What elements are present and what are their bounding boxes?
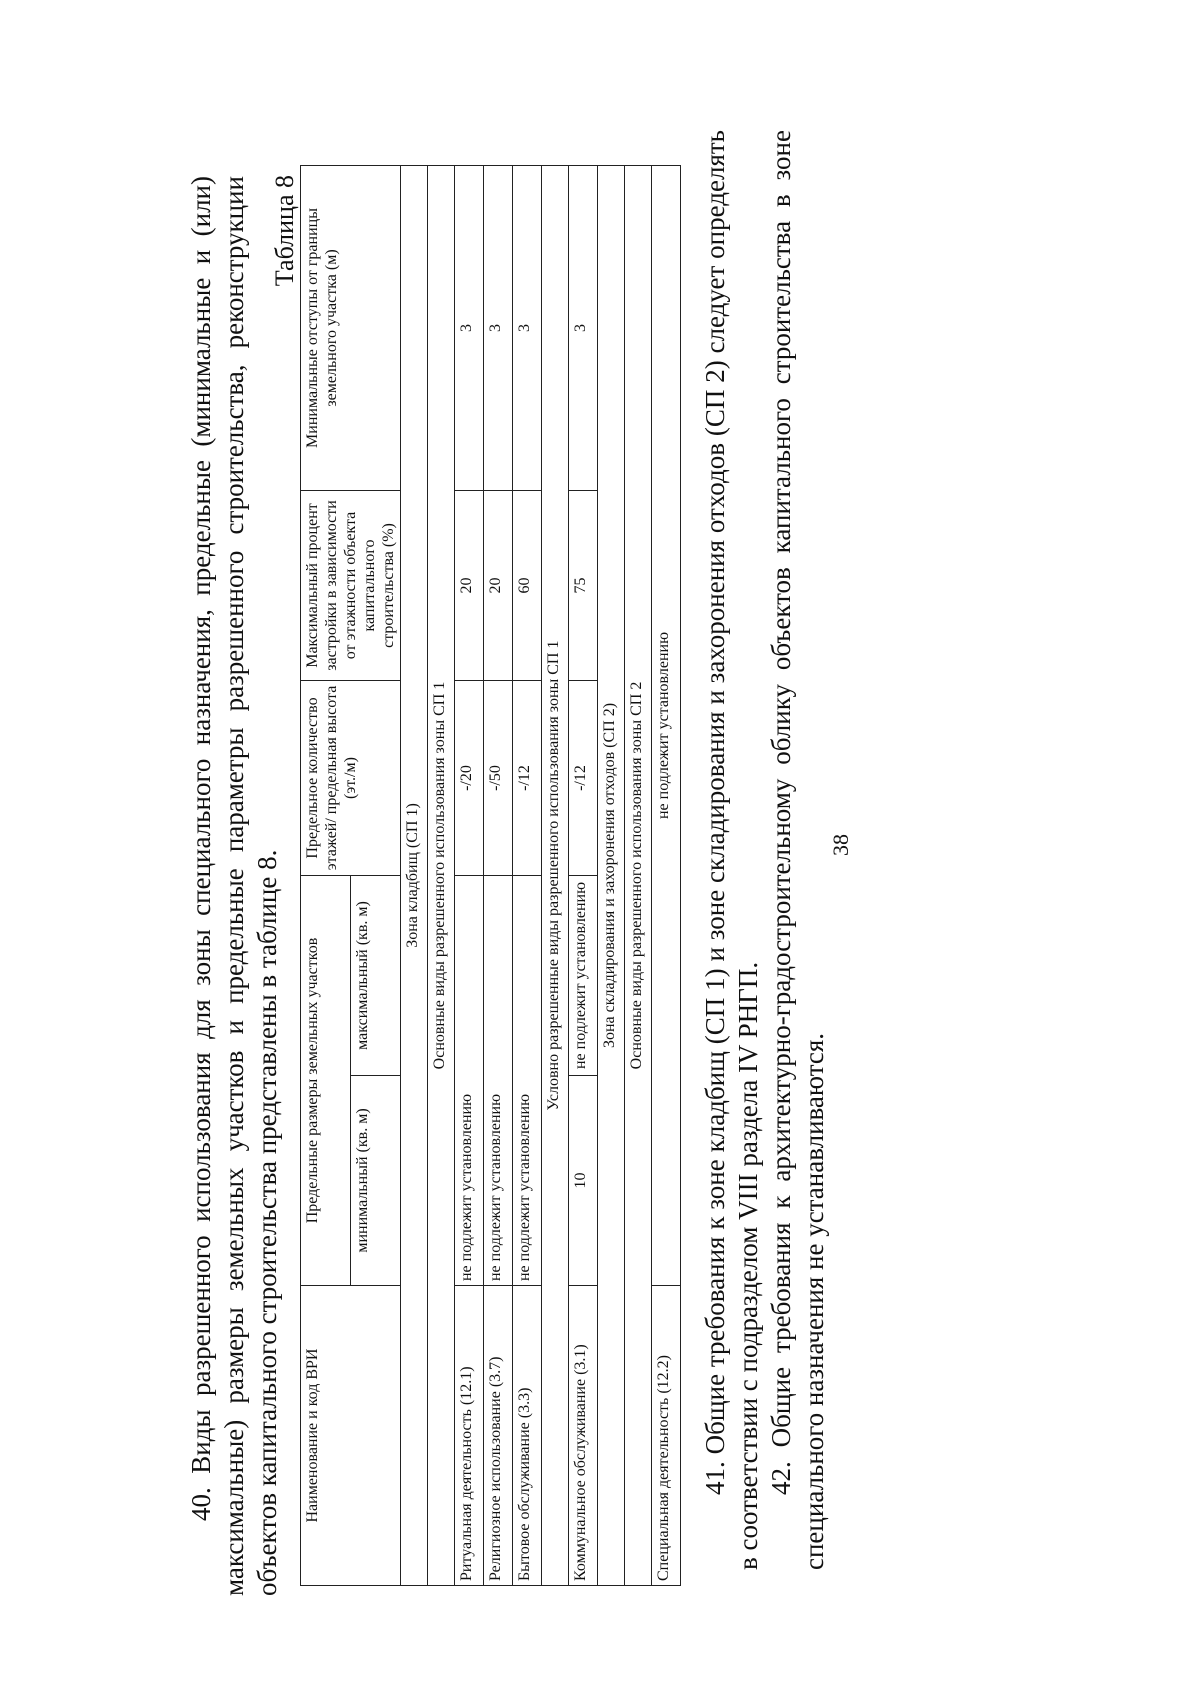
- page-number: 38: [828, 834, 853, 856]
- row-setback: 3: [484, 166, 513, 491]
- row-value: не подлежит установлению: [652, 166, 681, 1286]
- conditional-uses-sp1-title: Условно разрешенные виды разрешенного использования зоны СП 1: [542, 166, 569, 1586]
- row-name: Религиозное использование (3.7): [484, 1286, 513, 1586]
- header-land-sizes: Предельные размеры земельных участков: [301, 876, 351, 1286]
- paragraph-42: [765, 130, 831, 1570]
- row-name: Бытовое обслуживание (3.3): [513, 1286, 542, 1586]
- section-row-zone-sp1: [401, 166, 428, 1586]
- row-name: Ритуальная деятельность (12.1): [455, 1286, 484, 1586]
- section-row-main-uses-sp2: [625, 166, 652, 1586]
- main-uses-sp1-title: Основные виды разрешенного использования зоны СП 1: [428, 166, 455, 1586]
- row-name: Специальная деятельность (12.2): [652, 1286, 681, 1586]
- paragraph-41-text: 41. Общие требования к зоне кладбищ (СП 1) и зоне складирования и захоронения отходов (СП 2) следует определять в соответствии с подразделом VIII раздела IV РНГП.: [700, 130, 763, 1570]
- row-floors: -/12: [513, 681, 542, 876]
- header-floors-height: Предельное количество этажей/ предельная высота (эт./м): [301, 681, 401, 876]
- row-floors: -/20: [455, 681, 484, 876]
- main-uses-sp2-title: Основные виды разрешенного использования зоны СП 2: [625, 166, 652, 1586]
- row-floors: -/50: [484, 681, 513, 876]
- row-setback: 3: [455, 166, 484, 491]
- section-row-main-uses-sp1: [428, 166, 455, 1586]
- row-setback: 3: [513, 166, 542, 491]
- table-caption: Таблица 8: [270, 175, 299, 287]
- row-floors: -/12: [569, 681, 598, 876]
- table-row: [652, 166, 681, 1586]
- row-percent: 20: [455, 491, 484, 681]
- table-row: [569, 166, 598, 1586]
- table-row: [513, 166, 542, 1586]
- table-row: [455, 166, 484, 1586]
- header-name: Наименование и код ВРИ: [301, 1286, 401, 1586]
- table-row: [484, 166, 513, 1586]
- header-max-size: максимальный (кв. м): [351, 876, 401, 1076]
- row-sizes: не подлежит установлению: [455, 876, 484, 1286]
- section-row-conditional-uses-sp1: [542, 166, 569, 1586]
- header-max-percent: Максимальный процент застройки в зависимости от этажности объекта капитального строительства (%): [301, 491, 401, 681]
- row-percent: 60: [513, 491, 542, 681]
- row-min-size: 10: [569, 1076, 598, 1286]
- row-setback: 3: [569, 166, 598, 491]
- paragraph-40: [185, 176, 284, 1596]
- paragraph-40-text: 40. Виды разрешенного использования для зоны специального назначения, предельные (минимальные и (или) максимальные) размеры земельных участков и предельные параметры разрешенного строительства, реконструкции объектов капитального строительства представлены в таблице 8.: [186, 176, 282, 1596]
- paragraph-42-text: 42. Общие требования к архитектурно-градостроительному облику объектов капитального строительства в зоне специального назначения не устанавливаются.: [766, 130, 829, 1570]
- table-header-row: [301, 166, 351, 1586]
- row-max-size: не подлежит установлению: [569, 876, 598, 1076]
- section-row-zone-sp2: [598, 166, 625, 1586]
- header-min-size: минимальный (кв. м): [351, 1076, 401, 1286]
- row-percent: 20: [484, 491, 513, 681]
- row-sizes: не подлежит установлению: [513, 876, 542, 1286]
- zone-sp2-title: Зона складирования и захоронения отходов (СП 2): [598, 166, 625, 1586]
- row-percent: 75: [569, 491, 598, 681]
- paragraph-41: [699, 130, 765, 1570]
- header-setbacks: Минимальные отступы от границы земельного участка (м): [301, 166, 401, 491]
- row-name: Коммунальное обслуживание (3.1): [569, 1286, 598, 1586]
- row-sizes: не подлежит установлению: [484, 876, 513, 1286]
- table-8: [300, 165, 681, 1586]
- zone-sp1-title: Зона кладбищ (СП 1): [401, 166, 428, 1586]
